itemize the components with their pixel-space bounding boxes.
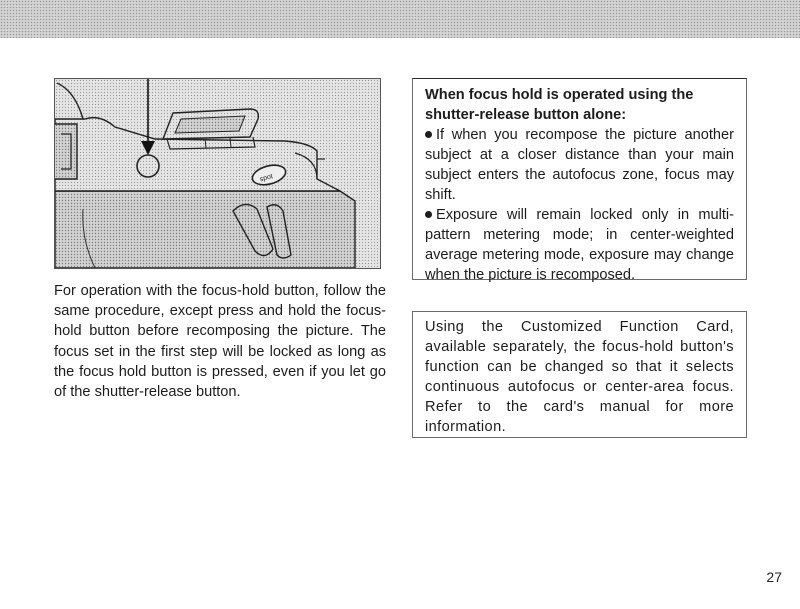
custom-function-note-box <box>412 311 747 438</box>
custom-function-text: Using the Customized Function Card, available separately, the focus-hold button's function can be changed so that it selects continuous autofocus or center-area focus. Refer to the card's manual for more information. <box>425 319 734 435</box>
camera-illustration <box>54 78 381 269</box>
bullet-dot-icon <box>425 131 432 138</box>
note-bullet-1: If when you recompose the picture another subject at a closer distance than your main subject enters the autofocus zone, focus may shift. <box>425 127 734 203</box>
note-bullet-2: Exposure will remain locked only in multi-pattern metering mode; in center-weighted average metering mode, exposure may change when the picture is recomposed. <box>425 207 734 283</box>
note-heading: When focus hold is operated using the shutter-release button alone: <box>425 87 694 123</box>
header-band <box>0 0 800 38</box>
focus-hold-note-box <box>412 78 747 283</box>
page-number: 27 <box>766 569 782 585</box>
bullet-dot-icon <box>425 211 432 218</box>
camera-top-view-drawing <box>55 79 380 268</box>
spot-button-label: spot <box>259 173 274 184</box>
figure-caption: For operation with the focus-hold button, follow the same procedure, except press and hold the focus-hold button before recomposing the picture. The focus set in the first step will be locked as long as the focus hold button is pressed, even if you let go of the shutter-release button. <box>54 283 386 401</box>
